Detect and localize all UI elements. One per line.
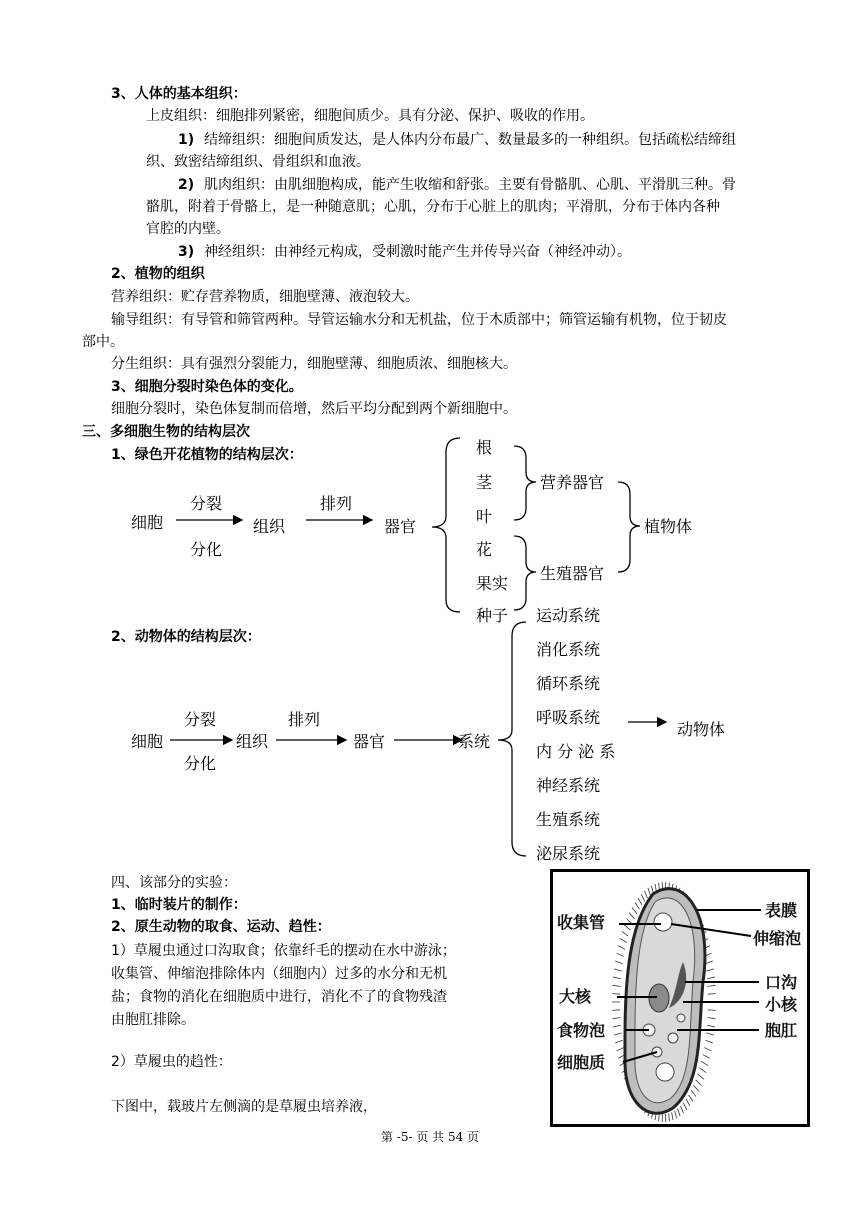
cilium (708, 994, 716, 995)
cilium (707, 977, 715, 979)
cilium (708, 985, 716, 986)
cilium (669, 1113, 670, 1121)
conducting-tissue-line2: 部中。 (82, 334, 124, 350)
cilium (645, 891, 648, 898)
label-oral-groove: 口沟 (765, 973, 798, 992)
taxis-heading: 2）草履虫的趋性： (111, 1054, 232, 1070)
plant-differentiate-label: 分化 (190, 540, 223, 559)
system-endocrine: 内 分 泌 系 (536, 742, 616, 761)
label-pellicle: 表膜 (765, 901, 798, 920)
organ-leaf: 叶 (476, 507, 493, 526)
organ-fruit: 果实 (476, 574, 509, 593)
cilium (615, 961, 623, 964)
cilium (680, 1106, 683, 1113)
cilium (691, 1090, 696, 1096)
cilium (706, 969, 714, 971)
cilium (696, 1080, 702, 1086)
system-digestive: 消化系统 (536, 640, 601, 659)
paramecium-text-line2: 收集管、伸缩泡排除体内（细胞内）过多的水分和无机 (111, 966, 447, 982)
animal-body-label: 动物体 (677, 720, 726, 739)
cilium (613, 1018, 621, 1019)
organ-root: 根 (476, 438, 493, 457)
cilium (698, 1074, 704, 1079)
cilium (686, 1099, 690, 1106)
meristem-text: 分生组织：具有强烈分裂能力，细胞壁薄、细胞质浓、细胞核大。 (111, 356, 517, 372)
animal-structure-heading: 2、动物体的结构层次： (111, 629, 261, 645)
plant-structure-heading: 1、绿色开花植物的结构层次： (111, 447, 303, 463)
cilium (613, 1025, 621, 1027)
cilium (622, 931, 628, 936)
cilium (612, 1010, 620, 1011)
tissues-heading: 3、人体的基本组织： (111, 86, 247, 102)
cilium (703, 1055, 710, 1059)
division-heading: 3、细胞分裂时染色体的变化。 (111, 379, 303, 395)
plant-tissue-label: 组织 (253, 517, 286, 536)
cilium (614, 969, 622, 971)
system-reproductive: 生殖系统 (536, 810, 601, 829)
conducting-tissue-line1: 输导组织：有导管和筛管两种。导管运输水分和无机盐，位于木质部中；筛管运输有机物，位于韧皮 (111, 312, 727, 328)
cilium (632, 907, 637, 913)
connective-number: 1) (178, 132, 195, 148)
cilium (629, 913, 634, 919)
cilium (616, 1048, 623, 1051)
food-vacuole-4 (677, 1014, 685, 1022)
muscle-text-line2: 骼肌，附着于骨骼上，是一种随意肌；心肌，分布于心脏上的肌肉；平滑肌，分布于体内各种 (146, 199, 720, 215)
label-anal-pore: 胞肛 (765, 1021, 798, 1040)
taxis-text: 下图中，载玻片左侧滴的是草履虫培养液， (111, 1099, 377, 1115)
system-nervous: 神经系统 (536, 776, 601, 795)
animal-split-label: 分裂 (184, 710, 217, 729)
nutrient-tissue-text: 营养组织：贮存营养物质，细胞壁薄、液泡较大。 (111, 289, 419, 305)
cilium (641, 894, 645, 901)
cilium (683, 1103, 687, 1110)
animal-differentiate-label: 分化 (184, 754, 217, 773)
animal-system-label: 系统 (458, 732, 491, 751)
plant-body-label: 植物体 (644, 517, 693, 536)
section4-heading: 四、该部分的实验： (111, 875, 237, 891)
plant-body-brace (618, 482, 640, 572)
label-cytoplasm: 细胞质 (557, 1053, 606, 1072)
cilium (624, 925, 630, 930)
paramecium-text-line3: 盐；食物的消化在细胞质中进行，消化不了的食物残渣 (111, 989, 447, 1005)
section3-heading: 三、多细胞生物的结构层次 (82, 424, 250, 440)
cilium (706, 1033, 714, 1035)
label-macronucleus: 大核 (559, 987, 592, 1006)
plant-cell-label: 细胞 (131, 513, 164, 532)
muscle-text-line3: 官腔的内壁。 (146, 221, 230, 237)
cilium (689, 1095, 693, 1102)
food-vacuole-2 (668, 1033, 678, 1043)
section4-item2: 2、原生动物的取食、运动、趋性： (111, 919, 331, 935)
system-respiratory: 呼吸系统 (536, 708, 601, 727)
organ-stem: 茎 (476, 473, 493, 492)
label-micronucleus: 小核 (765, 995, 798, 1014)
cilium (616, 953, 623, 956)
reproductive-organs-label: 生殖器官 (540, 564, 605, 583)
cilium (693, 1085, 698, 1091)
animal-systems-brace (498, 622, 526, 856)
cilium (651, 886, 653, 894)
epithelial-text: 上皮组织：细胞排列紧密，细胞间质少。具有分泌、保护、吸收的作用。 (146, 108, 594, 124)
cilium (708, 1010, 716, 1011)
nerve-text: 神经组织：由神经元构成，受刺激时能产生并传导兴奋（神经冲动）。 (204, 244, 631, 260)
cilium (618, 946, 625, 950)
cilium (613, 977, 621, 979)
contractile-vacuole-bottom (656, 1063, 674, 1081)
division-text: 细胞分裂时，染色体复制而倍增，然后平均分配到两个新细胞中。 (111, 401, 517, 417)
label-collecting-canal: 收集管 (557, 913, 606, 932)
cilium (613, 985, 621, 986)
cilium (615, 1040, 623, 1043)
organ-seed: 种子 (476, 606, 509, 625)
plant-arrange-label: 排列 (320, 494, 353, 513)
paramecium-text-line4: 由胞肛排除。 (111, 1012, 195, 1028)
contractile-vacuole-top (654, 913, 672, 931)
page-footer: 第 -5- 页 共 54 页 (380, 1130, 480, 1144)
muscle-number: 2) (178, 177, 195, 193)
organ-flower: 花 (476, 540, 493, 559)
paramecium-illustration (553, 872, 807, 1124)
nerve-number: 3) (178, 244, 195, 260)
cilium (614, 1033, 622, 1035)
animal-cell-label: 细胞 (131, 732, 164, 751)
vegetative-brace (514, 446, 536, 520)
system-circulatory: 循环系统 (536, 674, 601, 693)
cilium (707, 1025, 715, 1027)
section4-item1: 1、临时装片的制作： (111, 897, 247, 913)
cilium (635, 903, 639, 910)
vegetative-organs-label: 营养器官 (540, 473, 605, 492)
animal-organ-label: 器官 (353, 732, 386, 751)
reproductive-brace (514, 536, 536, 610)
cilium (701, 1061, 708, 1065)
cilium (705, 961, 713, 964)
cilium (612, 994, 620, 995)
cilium (704, 1048, 711, 1051)
cilium (678, 1109, 680, 1117)
paramecium-text-line1: 1）草履虫通过口沟取食；依靠纤毛的摆动在水中游泳； (111, 943, 456, 959)
plant-organ-label: 器官 (384, 517, 417, 536)
animal-arrange-label: 排列 (288, 710, 321, 729)
muscle-text-line1: 肌肉组织：由肌细胞构成，能产生收缩和舒张。主要有骨骼肌、心肌、平滑肌三种。骨 (204, 177, 736, 193)
paramecium-figure (550, 869, 810, 1127)
label-food-vacuole: 食物泡 (557, 1021, 606, 1040)
cilium (648, 888, 650, 896)
label-contractile-vacuole: 伸缩泡 (753, 929, 802, 948)
cilium (708, 1018, 716, 1019)
plant-split-label: 分裂 (190, 494, 223, 513)
system-motor: 运动系统 (536, 606, 601, 625)
plant-organs-brace (432, 438, 460, 612)
animal-tissue-label: 组织 (236, 732, 269, 751)
cilium (700, 1068, 706, 1073)
cilium (638, 898, 642, 905)
system-urinary: 泌尿系统 (536, 844, 601, 863)
cilium (675, 1111, 677, 1119)
cilium (620, 938, 627, 942)
connective-text-line2: 织、致密结缔组织、骨组织和血液。 (146, 154, 370, 170)
connective-text-line1: 结缔组织：细胞间质发达，是人体内分布最广、数量最多的一种组织。包括疏松结缔组 (204, 132, 736, 148)
cilium (705, 1040, 713, 1043)
cilium (672, 1112, 673, 1120)
plant-tissues-heading: 2、植物的组织 (111, 266, 205, 282)
